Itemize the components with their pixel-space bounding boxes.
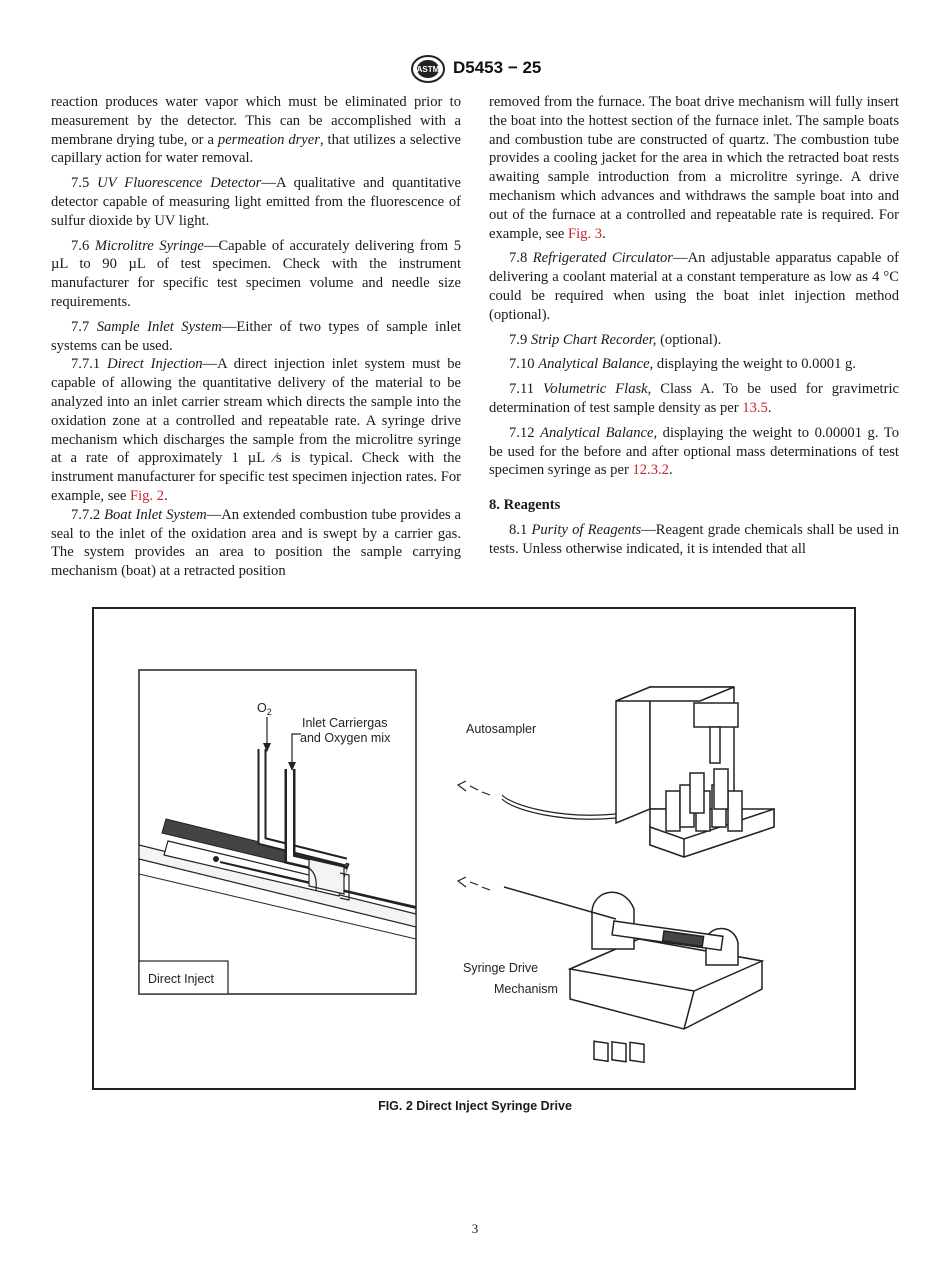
- page-header: [0, 54, 950, 84]
- figure-2-frame: [92, 607, 856, 1090]
- syringe-drive-icon: [570, 892, 762, 1062]
- paragraph-continued: removed from the furnace. The boat drive mechanism will fully insert the boat into the hottest section of the furnace inlet. The sample boats and combustion tube are constructed of quartz. The combustion tube provides a cooling jacket for the area in which the retracted boat rests awaiting sample introduction from a microlitre syringe. A drive mechanism which advances and withdraws the sample boat into and out of the furnace at a controlled and repeatable rate is required. For example, see Fig. 3.: [489, 94, 899, 242]
- section-7-11: 7.11 Volumetric Flask, Class A. To be used for gravimetric determination of test sample density as per 13.5.: [489, 381, 899, 416]
- section-8-1: 8.1 Purity of Reagents—Reagent grade chemicals shall be used in tests. Unless otherwise indicated, it is intended that all: [489, 521, 900, 557]
- autosampler-arrow: [458, 781, 490, 795]
- left-column: [51, 93, 461, 587]
- figure-2-illustration: [94, 609, 854, 1088]
- syringe-drive-label-line1: Syringe Drive: [463, 961, 539, 975]
- section-7-8: 7.8 Refrigerated Circulator—An adjustable apparatus capable of delivering a coolant material at a constant temperature as low as 4 °C could be required when using the boat inlet injection method (optional).: [489, 250, 899, 323]
- document-designation: D5453 − 25: [453, 58, 542, 77]
- page-number: 3: [471, 1221, 479, 1236]
- fig-3-link[interactable]: Fig. 3: [568, 225, 603, 242]
- inlet-label-line1: Inlet Carriergas: [302, 716, 388, 730]
- syringe-drive-label-line2: Mechanism: [494, 982, 558, 996]
- ref-12-3-2-link[interactable]: 12.3.2: [632, 462, 669, 479]
- paragraph-continued: reaction produces water vapor which must be eliminated prior to measurement by the detector. This can be accomplished with a membrane drying tube, or a permeation dryer, that utilizes a selective capillary action for water removal.: [51, 94, 461, 167]
- section-7-6: 7.6 Microlitre Syringe—Capable of accurately delivering from 5 µL to 90 µL of test specimen. Check with the instrument manufacturer for specific test specimen volume and needle size requirements.: [51, 237, 462, 310]
- astm-logo: [410, 54, 446, 84]
- section-7-10: 7.10 Analytical Balance, displaying the weight to 0.0001 g.: [509, 356, 856, 373]
- fig-2-link[interactable]: Fig. 2: [130, 487, 165, 504]
- ref-13-5-link[interactable]: 13.5: [742, 399, 768, 416]
- o2-label: $O_2$: [257, 701, 272, 717]
- direct-inject-label: Direct Inject: [148, 972, 214, 986]
- autosampler-icon: [616, 687, 774, 857]
- section-7-12: 7.12 Analytical Balance, displaying the weight to 0.00001 g. To be used for the before and after optional mass determinations of test specimen syringe as per 12.3.2.: [489, 424, 899, 479]
- syringe-arrow: [458, 877, 490, 890]
- inlet-label-line2: and Oxygen mix: [300, 731, 391, 745]
- section-7-7: 7.7 Sample Inlet System—Either of two types of sample inlet systems can be used.: [51, 318, 461, 354]
- section-7-9: 7.9 Strip Chart Recorder, (optional).: [509, 331, 722, 348]
- section-7-7-2: 7.7.2 Boat Inlet System—An extended combustion tube provides a seal to the inlet of the oxidation area and is swept by a carrier gas. The system provides an area to position the sample carrying mechanism (boat) at a retracted position: [51, 506, 461, 580]
- right-column: [489, 93, 899, 565]
- section-8-heading: 8. Reagents: [489, 497, 561, 514]
- autosampler-label: Autosampler: [466, 722, 537, 736]
- section-7-5: 7.5 UV Fluorescence Detector—A qualitative and quantitative detector capable of measuring light emitted from the fluorescence of sulfur dioxide by UV light.: [51, 175, 462, 229]
- logo-text: ASTM: [416, 65, 440, 74]
- section-7-7-1: 7.7.1 Direct Injection—A direct injection inlet system must be capable of allowing the quantitative delivery of the material to be analyzed into an inlet carrier stream which directs the sample into the oxidation zone at a controlled and repeatable rate. A syringe drive mechanism which discharges the sample from the microlitre syringe at a rate of approximately 1 µL ⁄s is typical. Check with the instrument manufacturer for specific test specimen injection rates. For example, see Fig. 2.: [51, 356, 461, 504]
- figure-caption: FIG. 2 Direct Inject Syringe Drive: [378, 1099, 572, 1113]
